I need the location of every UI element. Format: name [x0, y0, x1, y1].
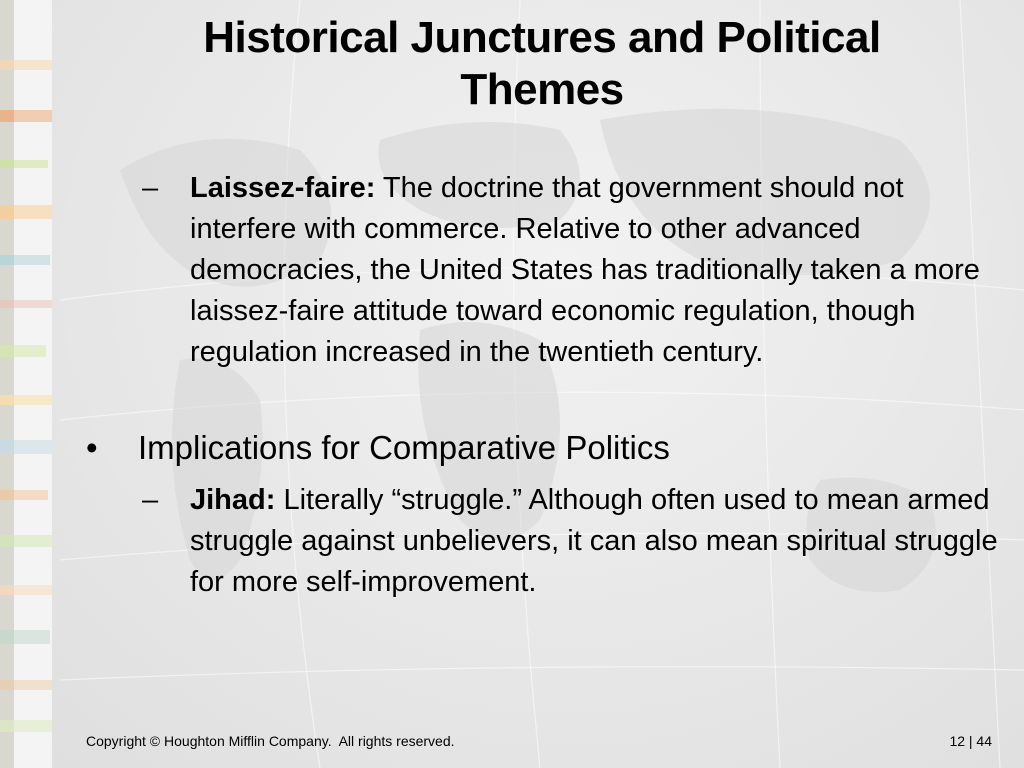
definition-laissez-faire: The doctrine that government should not interfere with commerce. Relative to other advanced democracies, the United States has traditionally taken a more laissez-faire attitude toward economic regulation, though regulation increased in the twentieth century.: [190, 172, 980, 368]
definition-jihad: Literally “struggle.” Although often used to mean armed struggle against unbelievers, it can also mean spiritual struggle for more self-improvement.: [190, 484, 998, 598]
term-jihad: Jihad:: [190, 484, 276, 516]
dash-marker: –: [142, 484, 159, 516]
bullet-marker: •: [86, 429, 98, 466]
title-line-2: Themes: [460, 65, 624, 114]
left-photo-strip: [0, 0, 52, 768]
title-line-1: Historical Junctures and Political: [203, 13, 881, 62]
sub-bullet-text: [190, 168, 1002, 373]
sub-bullet-jihad: [142, 480, 1002, 603]
footer-page-number: 12 | 44: [949, 733, 992, 749]
term-laissez-faire: Laissez-faire:: [190, 172, 376, 204]
sub-bullet-laissez-faire: [142, 168, 1002, 373]
bullet-implications: [86, 427, 986, 469]
bullet-text: Implications for Comparative Politics: [138, 429, 670, 466]
sub-bullet-text: [190, 480, 1002, 603]
footer-copyright: Copyright © Houghton Mifflin Company. All rights reserved.: [86, 733, 455, 749]
slide-title: [60, 12, 1024, 116]
dash-marker: –: [142, 172, 159, 204]
